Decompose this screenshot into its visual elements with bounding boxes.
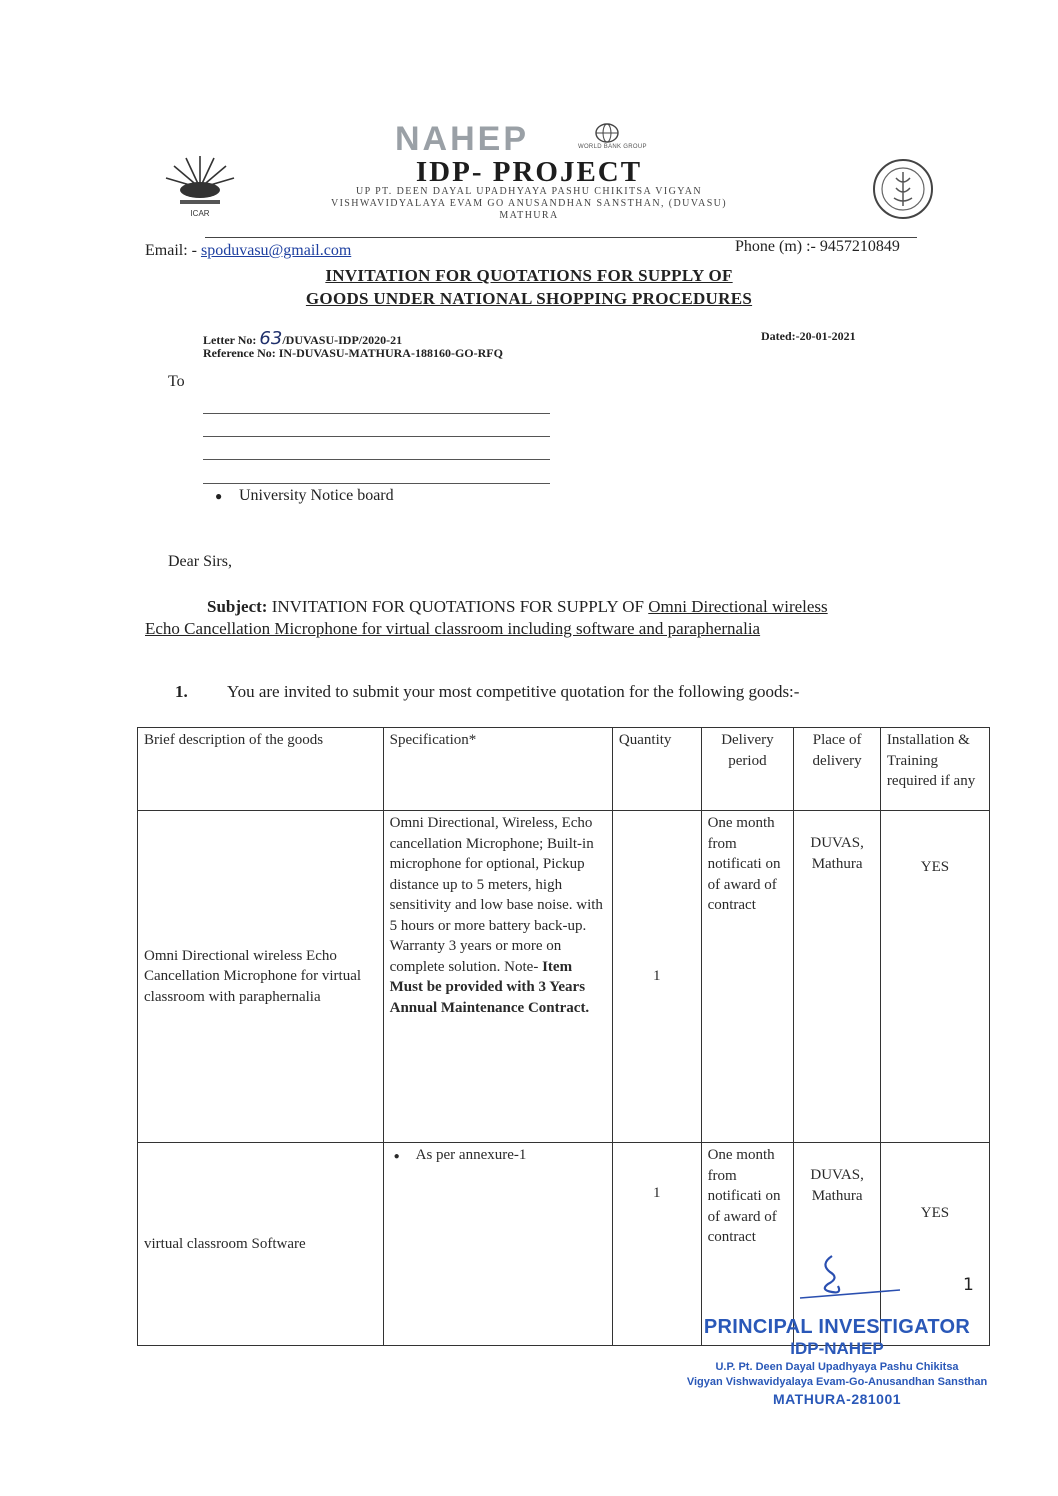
email-label: Email: - <box>145 242 201 259</box>
email-link[interactable]: spoduvasu@gmail.com <box>200 242 352 259</box>
institution-line-1: UP PT. DEEN DAYAL UPADHYAYA PASHU CHIKITSA VIGYAN <box>355 186 703 197</box>
header-installation: Installation & Training required if any <box>880 728 989 811</box>
cell-specification <box>383 811 612 1143</box>
specification-note-bold: Item Must be provided with 3 Years Annual Maintenance Contract. <box>389 958 590 1016</box>
subject-label: Subject: <box>207 597 268 616</box>
cell-delivery-period: One month from notificati on of award of contract <box>701 811 794 1143</box>
address-blank-line <box>203 459 550 460</box>
letter-date: Dated:-20-01-2021 <box>761 329 856 343</box>
email-line <box>145 242 351 260</box>
header-specification: Specification* <box>383 728 612 811</box>
bullet-icon: ● <box>215 489 223 503</box>
subject-item-part-2: Echo Cancellation Microphone for virtual classroom including software and paraphernalia <box>145 619 761 638</box>
university-seal-logo <box>872 158 934 220</box>
stamp-city: MATHURA-281001 <box>772 1391 902 1407</box>
letter-number-suffix: /DUVASU-IDP/2020-21 <box>282 333 403 347</box>
cell-delivery-period: One month from notificati on of award of contract <box>701 1143 794 1346</box>
stamp-institution-line-1: U.P. Pt. Deen Dayal Upadhyaya Pashu Chikitsa <box>715 1361 959 1373</box>
address-blank-line <box>203 483 550 484</box>
letter-label: Letter No: <box>203 333 260 347</box>
cell-place-of-delivery: DUVAS, Mathura <box>794 811 881 1143</box>
cell-installation: YES <box>880 1143 989 1346</box>
page-number: 1 <box>963 1275 974 1295</box>
header-description: Brief description of the goods <box>138 728 384 811</box>
cell-description: virtual classroom Software <box>138 1143 384 1346</box>
subject-line-1 <box>207 597 828 617</box>
nahep-logo: NAHEP <box>395 120 530 158</box>
header-place-of-delivery: Place of delivery <box>794 728 881 811</box>
address-to: To <box>168 373 185 390</box>
stamp-project: IDP-NAHEP <box>790 1339 884 1358</box>
cell-description: Omni Directional wireless Echo Cancellation Microphone for virtual classroom with paraphernalia <box>138 811 384 1143</box>
phone-number: Phone (m) :- 9457210849 <box>735 238 900 255</box>
reference-number: Reference No: IN-DUVASU-MATHURA-188160-GO-RFQ <box>203 346 503 360</box>
header-delivery-period: Delivery period <box>701 728 794 811</box>
project-title: IDP- PROJECT <box>415 156 643 188</box>
institution-line-3: MATHURA <box>499 210 559 221</box>
cell-quantity: 1 <box>612 1143 701 1346</box>
address-blank-line <box>203 413 550 414</box>
document-title-line-2: GOODS UNDER NATIONAL SHOPPING PROCEDURES <box>305 289 753 308</box>
world-bank-text: WORLD BANK GROUP <box>578 144 647 150</box>
cell-place-of-delivery: DUVAS, Mathura <box>794 1143 881 1346</box>
handwritten-letter-number: 63 <box>259 328 283 349</box>
signature-mark <box>790 1250 910 1306</box>
notice-board-item <box>215 487 394 505</box>
specification-text: As per annexure-1 <box>415 1147 527 1163</box>
cell-specification <box>383 1143 612 1346</box>
table-row <box>138 811 990 1143</box>
notice-board-label: University Notice board <box>239 487 394 504</box>
salutation: Dear Sirs, <box>168 553 232 570</box>
stamp-title: PRINCIPAL INVESTIGATOR <box>703 1316 971 1338</box>
paragraph-text: You are invited to submit your most competitive quotation for the following goods:- <box>227 682 800 701</box>
paragraph-1 <box>175 682 799 702</box>
bullet-icon: ● <box>393 1151 400 1162</box>
stamp-institution-line-2: Vigyan Vishwavidyalaya Evam-Go-Anusandhan Sansthan <box>686 1376 988 1388</box>
world-bank-globe-icon <box>594 122 620 144</box>
address-blank-line <box>203 436 550 437</box>
subject-text: INVITATION FOR QUOTATIONS FOR SUPPLY OF <box>267 597 649 616</box>
institution-line-2: VISHWAVIDYALAYA EVAM GO ANUSANDHAN SANSTHAN, (DUVASU) <box>330 198 728 209</box>
specification-text: Omni Directional, Wireless, Echo cancellation Microphone; Built-in microphone for optional, Pickup distance up to 5 meters, high sensitivity and low base noise. with 5 hours or more battery back-up. Warranty 3 years or more on complete solution. Note- <box>389 815 603 975</box>
table-header-row <box>138 728 990 811</box>
icar-logo-text: ICAR <box>190 209 210 218</box>
paragraph-number: 1. <box>175 682 188 701</box>
document-title-line-1: INVITATION FOR QUOTATIONS FOR SUPPLY OF <box>325 266 733 285</box>
header-quantity: Quantity <box>612 728 701 811</box>
cell-installation: YES <box>880 811 989 1143</box>
subject-item-part-1: Omni Directional wireless <box>648 597 828 616</box>
cell-quantity: 1 <box>612 811 701 1143</box>
